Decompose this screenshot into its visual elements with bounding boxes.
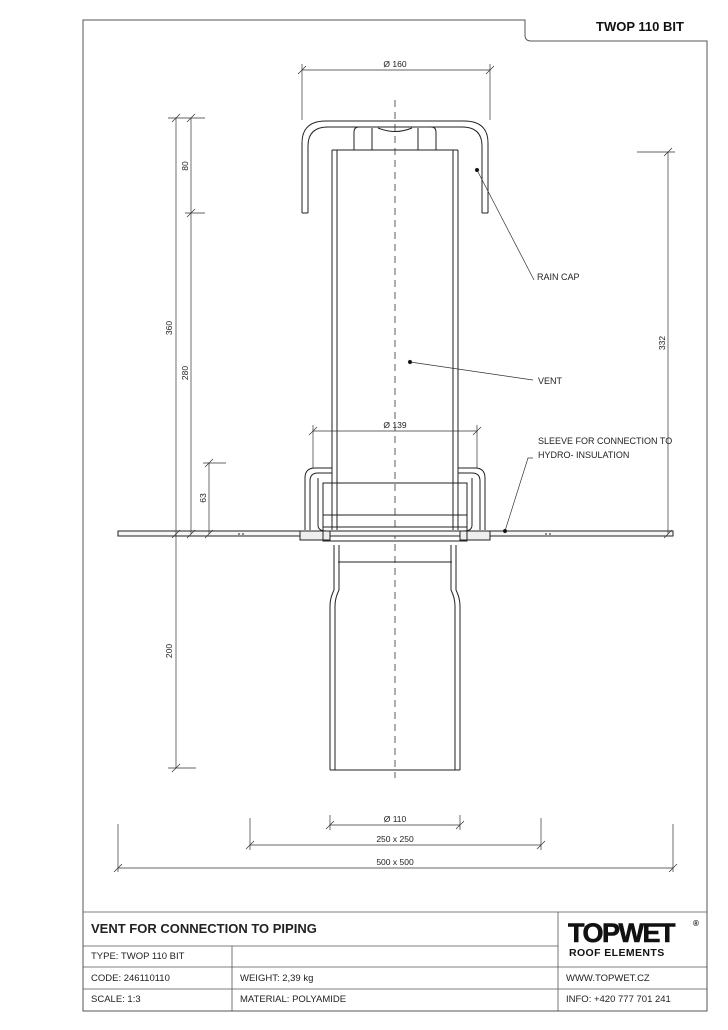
- dim-200: 200: [164, 643, 174, 659]
- website-field: WWW.TOPWET.CZ: [566, 973, 650, 984]
- base-flange: [118, 531, 673, 540]
- weight-field: WEIGHT: 2,39 kg: [240, 973, 314, 984]
- brand-tagline: ROOF ELEMENTS: [569, 947, 665, 959]
- brand-logo: TOPWET: [568, 918, 675, 948]
- dim-80: 80: [180, 161, 190, 171]
- label-rain-cap: RAIN CAP: [537, 272, 580, 282]
- label-vent: VENT: [538, 376, 563, 386]
- type-field: TYPE: TWOP 110 BIT: [91, 951, 185, 962]
- dim-d110: Ø 110: [383, 814, 407, 824]
- dim-500: 500 x 500: [376, 857, 414, 867]
- dim-280: 280: [180, 365, 190, 381]
- drawing-title: VENT FOR CONNECTION TO PIPING: [91, 921, 317, 936]
- label-sleeve-1: SLEEVE FOR CONNECTION TO: [538, 436, 673, 446]
- material-field: MATERIAL: POLYAMIDE: [240, 994, 347, 1005]
- code-field: CODE: 246110110: [91, 973, 170, 984]
- scale-field: SCALE: 1:3: [91, 994, 141, 1005]
- dim-250: 250 x 250: [376, 834, 414, 844]
- sheet-code: TWOP 110 BIT: [596, 19, 684, 34]
- info-field: INFO: +420 777 701 241: [566, 994, 671, 1005]
- dim-d160: Ø 160: [383, 59, 407, 69]
- dim-d139: Ø 139: [383, 420, 407, 430]
- dim-360: 360: [164, 320, 174, 336]
- dim-332: 332: [657, 335, 667, 351]
- label-sleeve-2: HYDRO- INSULATION: [538, 450, 630, 460]
- dim-63: 63: [198, 493, 208, 503]
- leader-lines: [408, 168, 534, 533]
- registered-mark: ®: [693, 919, 699, 928]
- dimension-lines: [114, 64, 677, 872]
